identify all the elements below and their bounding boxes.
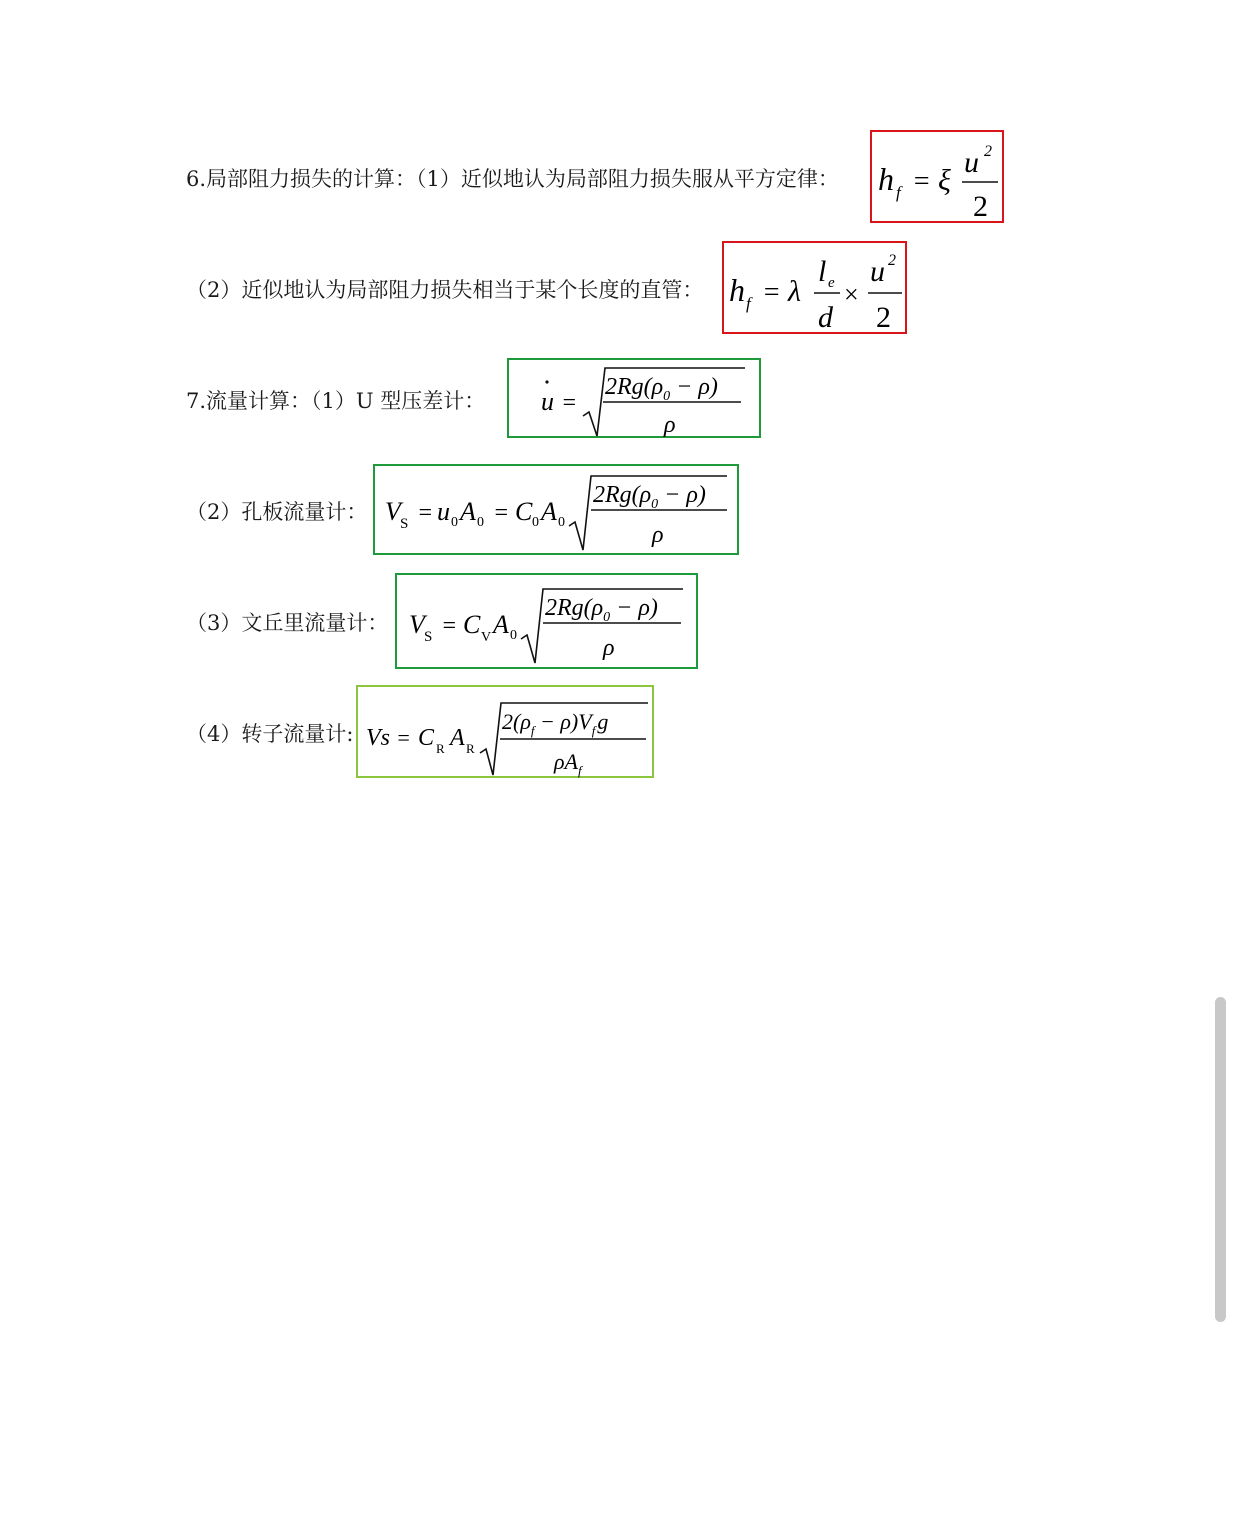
- fraction2-den: 2: [876, 301, 891, 334]
- formula-lhs-sub: f: [896, 183, 901, 202]
- heading-7-flow-calc: 7.流量计算：（1）U 型压差计：: [186, 389, 486, 413]
- formula-mid-sub: 0: [451, 515, 458, 530]
- formula-mid: u: [437, 497, 450, 526]
- formula-lhs: h: [729, 272, 745, 308]
- formula-a: A: [493, 610, 509, 639]
- formula-orifice-svg: [375, 466, 741, 557]
- line-7-item-4: （4）转子流量计:: [186, 722, 354, 746]
- formula-mid2: A: [460, 497, 476, 526]
- formula-a-sub: R: [466, 741, 475, 756]
- formula-lhs-sub: S: [400, 516, 409, 532]
- line-6-item-2: （2）近似地认为局部阻力损失相当于某个长度的直管：: [186, 278, 704, 302]
- formula-c: C: [463, 610, 481, 639]
- formula-u-tube-svg: [509, 360, 763, 440]
- formula-lhs-sub: f: [746, 294, 751, 313]
- line-7-item-2: （2）孔板流量计：: [186, 500, 368, 524]
- formula-mid2-sub: 0: [477, 515, 484, 530]
- radicand-num: $2Rg(\rho_0 - \rho)$: [605, 374, 718, 404]
- formula-lhs: V: [409, 610, 425, 639]
- formula-lhs-sub: S: [424, 629, 433, 645]
- radicand-num: $2(\rho_f - \rho)V_fg$: [502, 709, 609, 738]
- fraction1-num-sub: e: [828, 275, 835, 291]
- formula-coef: ξ: [938, 164, 951, 197]
- formula-num-sup: 2: [984, 143, 992, 160]
- formula-rotameter-svg: [358, 687, 656, 780]
- formula-venturi: [395, 573, 698, 669]
- formula-eq1: =: [417, 500, 434, 526]
- formula-equivalent-length-svg: [724, 243, 909, 336]
- formula-eq: =: [441, 613, 458, 639]
- formula-a: A: [541, 497, 557, 526]
- formula-u-tube: [507, 358, 761, 438]
- formula-a-sub: 0: [558, 515, 565, 530]
- dot-accent: [545, 380, 548, 383]
- formula-lhs: u: [541, 387, 554, 416]
- formula-c: C: [418, 725, 435, 751]
- formula-rotameter: [356, 685, 654, 778]
- radicand-den: ρ: [652, 522, 664, 548]
- fraction2-num: u: [870, 255, 885, 288]
- heading-6-local-resistance: 6.局部阻力损失的计算：（1）近似地认为局部阻力损失服从平方定律：: [186, 167, 839, 191]
- fraction1-num: l: [818, 255, 827, 288]
- formula-c-sub: 0: [532, 515, 539, 530]
- formula-square-law: [870, 130, 1004, 223]
- formula-eq2: =: [493, 500, 510, 526]
- formula-equivalent-length: [722, 241, 907, 334]
- formula-venturi-svg: [397, 575, 700, 671]
- formula-c-sub: V: [481, 630, 492, 645]
- vertical-scrollbar[interactable]: [1215, 997, 1226, 1322]
- radicand-den: $\rho A_f$: [554, 749, 582, 778]
- formula-lhs: Vs: [366, 725, 390, 751]
- formula-a-sub: 0: [510, 628, 517, 643]
- radicand-den: ρ: [664, 412, 676, 438]
- formula-c: C: [515, 497, 533, 526]
- radicand-den: ρ: [603, 635, 615, 661]
- formula-square-law-svg: [872, 132, 1006, 225]
- formula-orifice: [373, 464, 739, 555]
- fraction2-num-sup: 2: [888, 252, 896, 269]
- formula-a: A: [450, 725, 465, 751]
- formula-eq: =: [396, 725, 411, 750]
- formula-c-sub: R: [436, 741, 445, 756]
- formula-lhs: h: [878, 161, 894, 197]
- radicand-num: $2Rg(\rho_0 - \rho)$: [593, 482, 706, 512]
- formula-eq: =: [912, 166, 931, 197]
- formula-eq: =: [561, 390, 578, 416]
- fraction1-den: d: [818, 301, 833, 334]
- line-7-item-3: （3）文丘里流量计：: [186, 611, 389, 635]
- formula-den: 2: [973, 190, 988, 223]
- formula-eq: =: [762, 277, 781, 308]
- formula-times: ×: [844, 280, 859, 309]
- radicand-num: $2Rg(\rho_0 - \rho)$: [545, 595, 658, 625]
- formula-coef: λ: [788, 275, 801, 308]
- formula-num: u: [964, 146, 979, 179]
- formula-lhs: V: [385, 497, 401, 526]
